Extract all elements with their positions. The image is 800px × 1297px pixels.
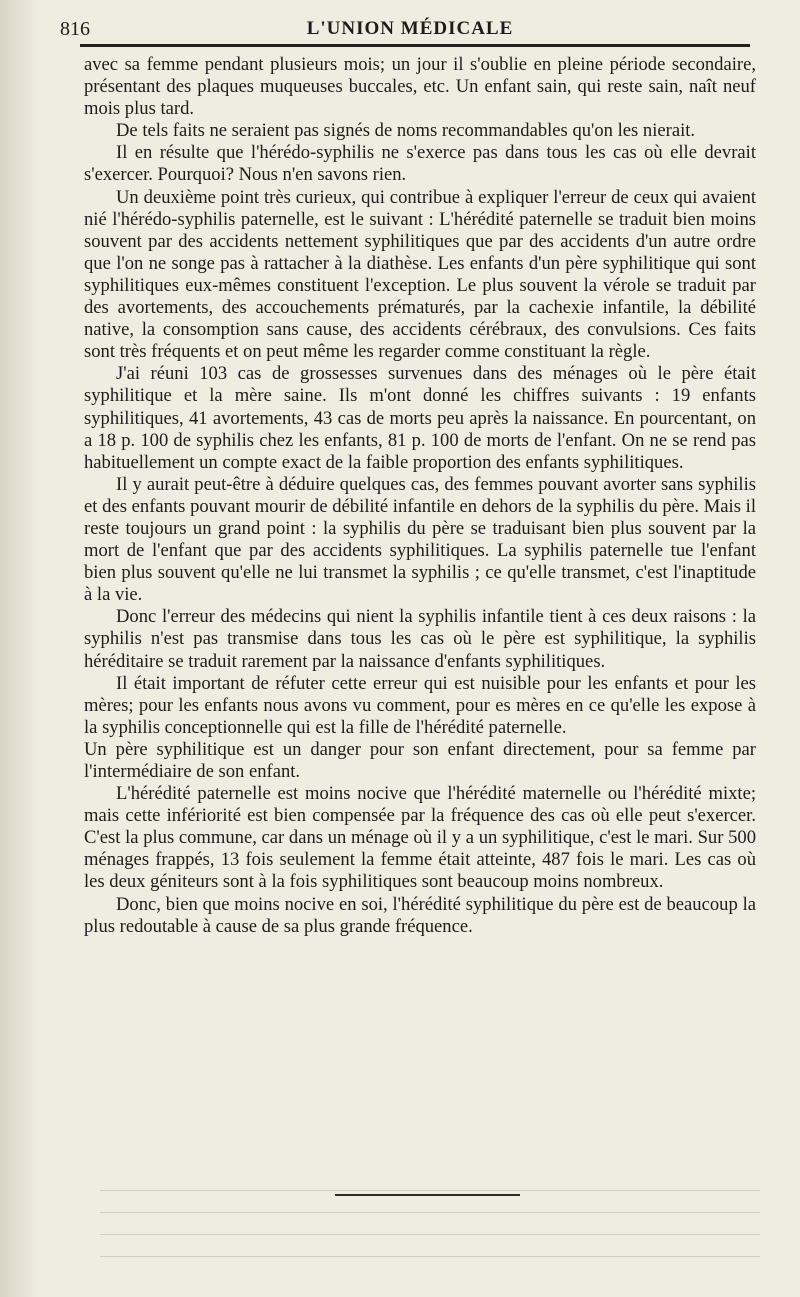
paragraph: Il en résulte que l'hérédo-syphilis ne s'exerce pas dans tous les cas où elle devrait s'exercer. Pourquoi? Nous n'en savons rien.	[84, 142, 756, 186]
paragraph: Un père syphilitique est un danger pour son enfant directement, pour sa femme par l'intermédiaire de son enfant.	[84, 738, 756, 782]
paragraph: L'hérédité paternelle est moins nocive que l'hérédité maternelle ou l'hérédité mixte; mais cette infériorité est bien compensée par la fréquence des cas où elle peut s'exercer. C'est la plus commune, car dans un ménage où il y a un syphilitique, c'est le mari. Sur 500 ménages frappés, 13 fois seulement la femme était atteinte, 487 fois le mari. Les cas où les deux géniteurs sont à la fois syphilitiques sont beaucoup moins nombreux.	[84, 783, 756, 893]
paragraph-continuation: avec sa femme pendant plusieurs mois; un jour il s'oublie en pleine période secondaire, présentant des plaques muqueuses buccales, etc. Un enfant sain, qui reste sain, naît neuf mois plus tard.	[84, 54, 756, 120]
show-through-from-reverse	[100, 1180, 760, 1270]
journal-title: L'UNION MÉDICALE	[306, 18, 514, 39]
paragraph: Donc, bien que moins nocive en soi, l'hérédité syphilitique du père est de beaucoup la plus redoutable à cause de sa plus grande fréquence.	[84, 893, 756, 937]
page-number: 816	[60, 18, 90, 40]
paragraph: J'ai réuni 103 cas de grossesses survenues dans des ménages où le père était syphilitique et la mère saine. Ils m'ont donné les chiffres suivants : 19 enfants syphilitiques, 41 avortements, 43 cas de morts peu après la naissance. En pourcentant, on a 18 p. 100 de syphilis chez les enfants, 81 p. 100 de morts de l'enfant. On ne se rend pas habituellement un compte exact de la faible proportion des enfants syphilitiques.	[84, 363, 756, 473]
paragraph: Un deuxième point très curieux, qui contribue à expliquer l'erreur de ceux qui avaient nié l'hérédo-syphilis paternelle, est le suivant : L'hérédité paternelle se traduit bien moins souvent par des accidents nettement syphilitiques que par des accidents d'un autre ordre que l'on ne songe pas à rattacher à la diathèse. Les enfants d'un père syphilitique qui sont syphilitiques eux-mêmes constituent l'exception. Le plus souvent la vérole se traduit par des avortements, des accouchements prématurés, par la cachexie infantile, la débilité native, la consomption sans cause, des accidents cérébraux, des convulsions. Ces faits sont très fréquents et on peut même les regarder comme constituant la règle.	[84, 186, 756, 363]
running-head	[60, 12, 760, 46]
header-rule	[80, 44, 750, 47]
paragraph: De tels faits ne seraient pas signés de noms recommandables qu'on les nierait.	[116, 120, 696, 142]
article-body	[84, 54, 756, 938]
paragraph: Il était important de réfuter cette erreur qui est nuisible pour les enfants et pour les mères; pour les enfants nous avons vu comment, pour es mères en ce qu'elle les expose à la syphilis conceptionnelle qui est la fille de l'hérédité paternelle.	[84, 672, 756, 738]
page-gutter-shadow	[0, 0, 40, 1297]
paragraph: Il y aurait peut-être à déduire quelques cas, des femmes pouvant avorter sans syphilis et des enfants pouvant mourir de débilité infantile en dehors de la syphilis du père. Mais il reste toujours un grand point : la syphilis du père se traduisant bien plus souvent par la mort de l'enfant que par des accidents syphilitiques. La syphilis paternelle tue l'enfant bien plus souvent qu'elle ne lui transmet la syphilis ; ce qu'elle transmet, c'est l'inaptitude à la vie.	[84, 473, 756, 606]
paragraph: Donc l'erreur des médecins qui nient la syphilis infantile tient à ces deux raisons : la syphilis n'est pas transmise dans tous les cas où le père est syphilitique, la syphilis héréditaire se traduit rarement par la naissance d'enfants syphilitiques.	[84, 606, 756, 672]
